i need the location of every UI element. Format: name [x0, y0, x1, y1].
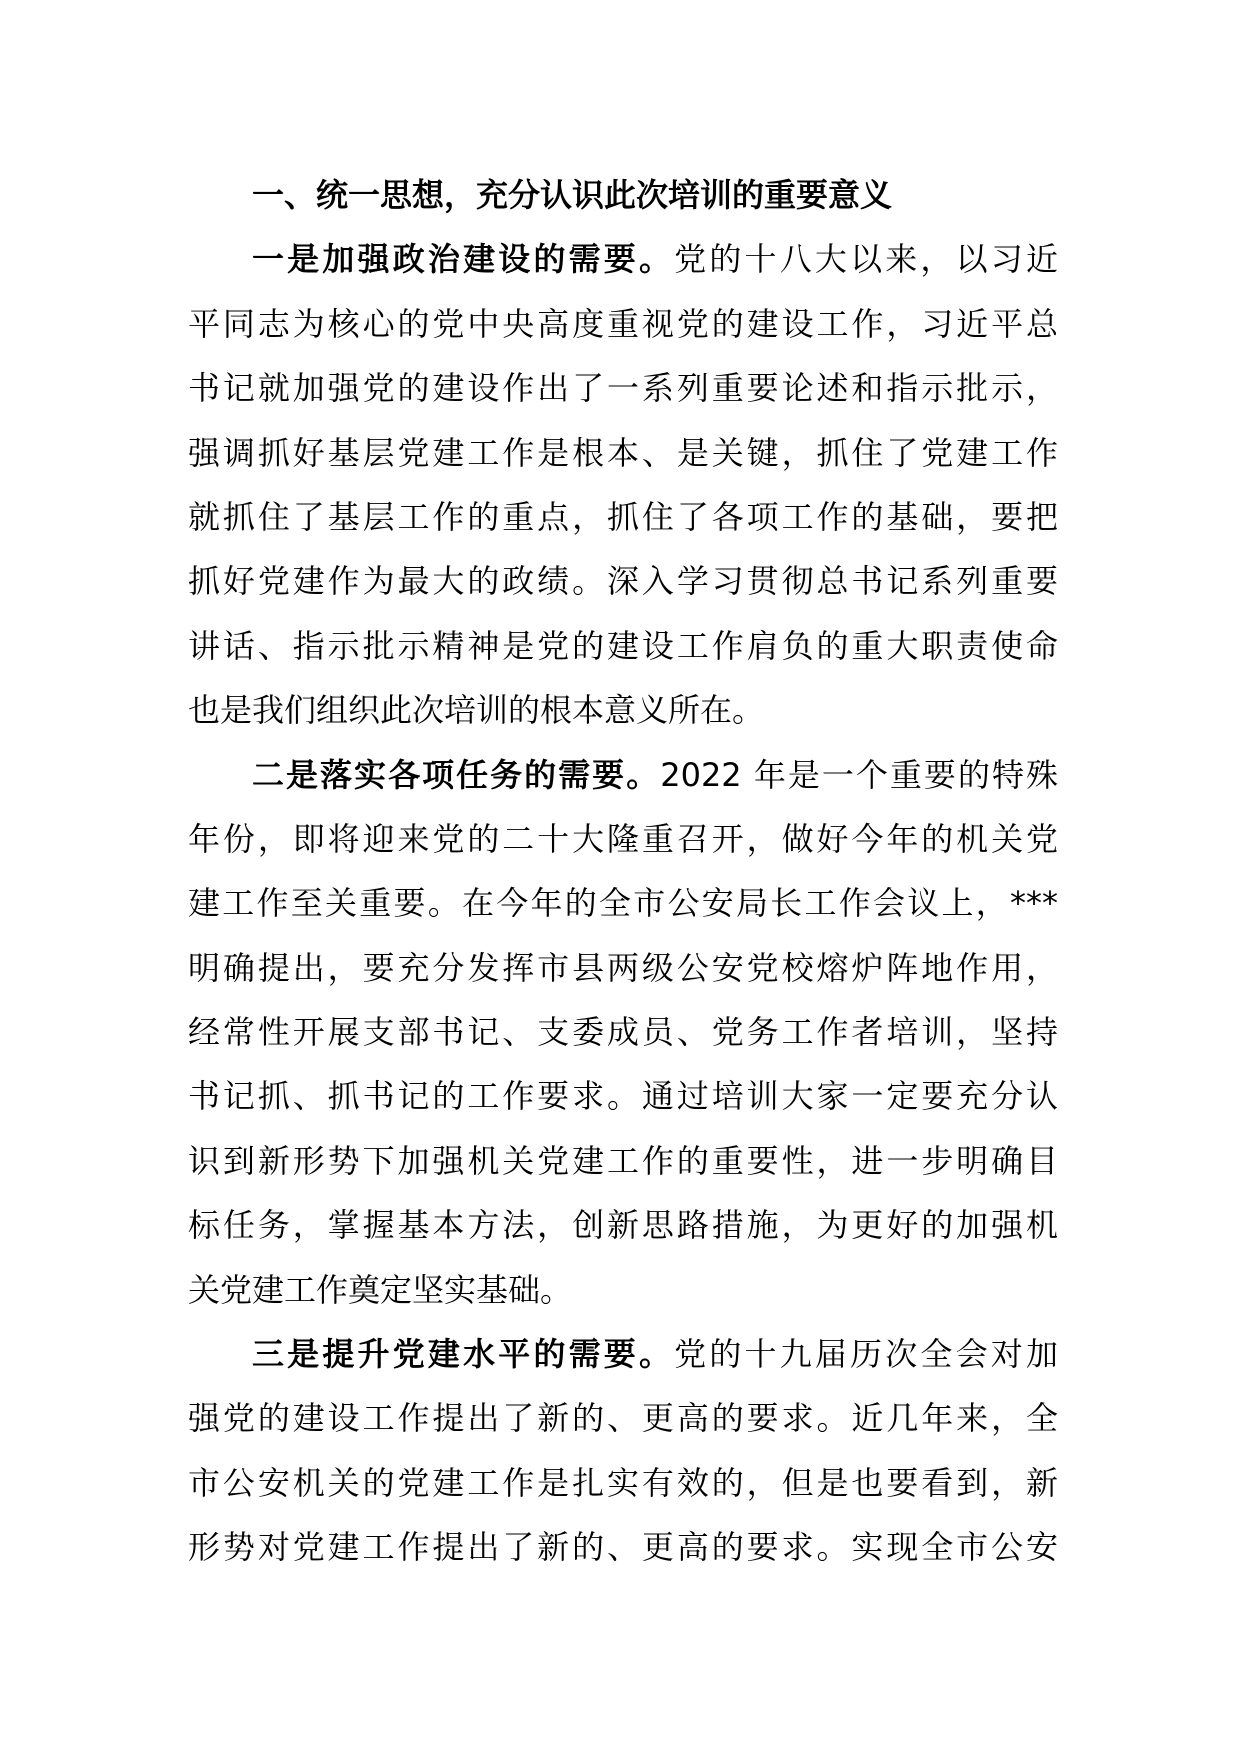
- paragraph-line: 形势对党建工作提出了新的、更高的要求。实现全市公安: [188, 1528, 1058, 1567]
- paragraph-line: 标任务，掌握基本方法，创新思路措施，为更好的加强机: [188, 1206, 1058, 1245]
- paragraph-line: 抓好党建作为最大的政绩。深入学习贯彻总书记系列重要: [188, 562, 1058, 601]
- paragraph-lead: 一是加强政治建设的需要。: [252, 240, 675, 279]
- paragraph-line: 市公安机关的党建工作是扎实有效的，但是也要看到，新: [188, 1463, 1058, 1502]
- paragraph-lead: 三是提升党建水平的需要。: [252, 1335, 675, 1374]
- paragraph-line: 明确提出，要充分发挥市县两级公安党校熔炉阵地作用，: [188, 948, 1058, 987]
- paragraph-line: 书记就加强党的建设作出了一系列重要论述和指示批示，: [188, 369, 1058, 408]
- paragraph-line: 也是我们组织此次培训的根本意义所在。: [188, 691, 765, 730]
- paragraph-line: 讲话、指示批示精神是党的建设工作肩负的重大职责使命: [188, 626, 1058, 665]
- paragraph-line: 书记抓、抓书记的工作要求。通过培训大家一定要充分认: [188, 1077, 1058, 1116]
- paragraph-line: 关党建工作奠定坚实基础。: [188, 1270, 573, 1309]
- paragraph-line: 平同志为核心的党中央高度重视党的建设工作，习近平总: [188, 304, 1058, 343]
- paragraph-line: 强调抓好基层党建工作是根本、是关键，抓住了党建工作: [188, 433, 1058, 472]
- paragraph-lead: 二是落实各项任务的需要。: [252, 755, 661, 794]
- paragraph-line: 识到新形势下加强机关党建工作的重要性，进一步明确目: [188, 1141, 1058, 1180]
- paragraph-3: [188, 1322, 1058, 1580]
- paragraph-line: 经常性开展支部书记、支委成员、党务工作者培训，坚持: [188, 1013, 1058, 1052]
- paragraph-line: 强党的建设工作提出了新的、更高的要求。近几年来，全: [188, 1399, 1058, 1438]
- paragraph-line: 三是提升党建水平的需要。党的十九届历次全会对加: [252, 1335, 1058, 1374]
- paragraph-line: 二是落实各项任务的需要。2022 年是一个重要的特殊: [252, 755, 1058, 794]
- paragraph-line: 一是加强政治建设的需要。党的十八大以来，以习近: [252, 240, 1058, 279]
- paragraph-line: 就抓住了基层工作的重点，抓住了各项工作的基础，要把: [188, 497, 1058, 536]
- paragraph-1: [188, 227, 1058, 742]
- section-heading: 一、统一思想，充分认识此次培训的重要意义: [252, 176, 893, 214]
- paragraph-line: 年份，即将迎来党的二十大隆重召开，做好今年的机关党: [188, 819, 1058, 858]
- paragraph-2: [188, 743, 1058, 1323]
- document-body: [188, 163, 1058, 1580]
- paragraph-line: 建工作至关重要。在今年的全市公安局长工作会议上，***: [188, 884, 1058, 923]
